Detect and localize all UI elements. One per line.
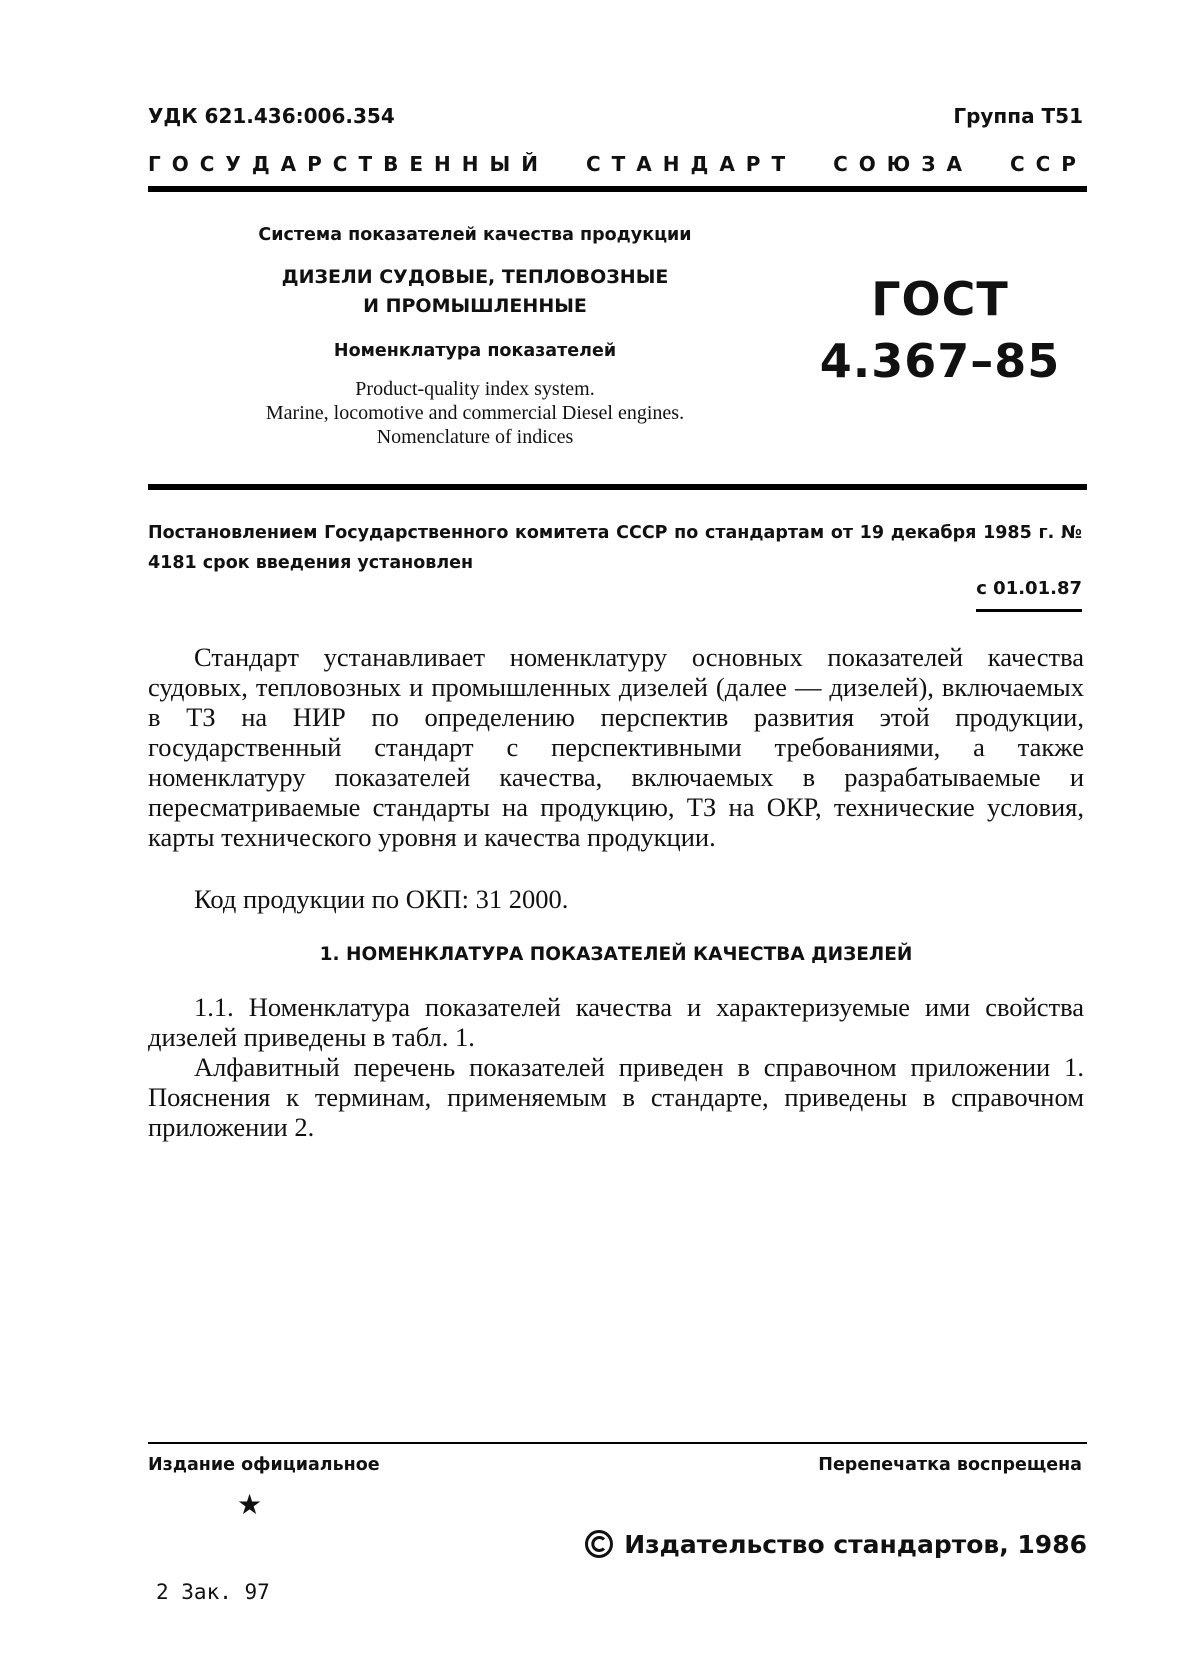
- star-icon: ★: [237, 1490, 263, 1521]
- section-heading: 1. НОМЕНКЛАТУРА ПОКАЗАТЕЛЕЙ КАЧЕСТВА ДИЗЕЛЕЙ: [319, 944, 913, 965]
- okp-code: Код продукции по ОКП: 31 2000.: [194, 884, 569, 914]
- english-title-line3: Nomenclature of indices: [376, 426, 574, 448]
- state-standard-word: СТАНДАРТ: [585, 152, 797, 176]
- publisher-line: [584, 1529, 1087, 1559]
- product-title: [170, 263, 780, 321]
- english-title-line1: Product-quality index system.: [355, 378, 595, 400]
- publisher-name: Издательство стандартов, 1986: [624, 1529, 1087, 1559]
- state-standard-word: ССР: [1009, 152, 1087, 176]
- order-number: 2 Зак. 97: [156, 1580, 270, 1604]
- title-block: [170, 225, 780, 449]
- intro-paragraph: Стандарт устанавливает номенклатуру основных показателей качества судовых, тепловозных и промышленных дизелей (далее — дизелей), включаемых в ТЗ на НИР по определению перспектив развития этой продукции, государственный стандарт с перспективными требованиями, а также номенклатуру показателей качества, включаемых в разрабатываемые и пересматриваемые стандарты на продукцию, ТЗ на ОКР, технические условия, карты технического уровня и качества продукции.: [148, 642, 1084, 852]
- header-divider: [148, 186, 1087, 192]
- state-standard-banner: [148, 152, 1087, 176]
- state-standard-word: СОЮЗА: [833, 152, 973, 176]
- edition-label: Издание официальное: [148, 1455, 380, 1475]
- section-paragraph-2: Алфавитный перечень показателей приведен в справочном приложении 1. Пояснения к терминам, применяемым в стандарте, приведены в справочном приложении 2.: [148, 1052, 1084, 1142]
- section-body: [148, 992, 1084, 1142]
- gost-number: 4.367–85: [819, 334, 1061, 388]
- title-divider: [148, 484, 1087, 490]
- group-code: Группа Т51: [953, 104, 1083, 128]
- intro-section: [148, 642, 1084, 852]
- product-title-line2: И ПРОМЫШЛЕННЫЕ: [363, 295, 587, 317]
- decree-text: Постановлением Государственного комитета СССР по стандартам от 19 декабря 1985 г. № 4181 срок введения установлен: [148, 523, 1082, 573]
- reprint-notice: Перепечатка воспрещена: [818, 1455, 1082, 1475]
- section-paragraph-1: 1.1. Номенклатура показателей качества и характеризуемые ими свойства дизелей приведены в табл. 1.: [148, 992, 1084, 1052]
- system-title: Система показателей качества продукции: [258, 225, 692, 245]
- copyright-icon: [584, 1529, 614, 1559]
- english-title-line2: Marine, locomotive and commercial Diesel engines.: [265, 402, 685, 424]
- gost-prefix: ГОСТ: [871, 272, 1009, 326]
- state-standard-word: ГОСУДАРСТВЕННЫЙ: [148, 152, 549, 176]
- udk-code: УДК 621.436:006.354: [148, 104, 395, 128]
- gost-designation: [800, 268, 1080, 392]
- effective-date: с 01.01.87: [976, 578, 1082, 612]
- footer-divider: [148, 1442, 1087, 1444]
- nomenclature-subtitle: Номенклатура показателей: [333, 341, 617, 361]
- product-title-line1: ДИЗЕЛИ СУДОВЫЕ, ТЕПЛОВОЗНЫЕ: [281, 266, 669, 288]
